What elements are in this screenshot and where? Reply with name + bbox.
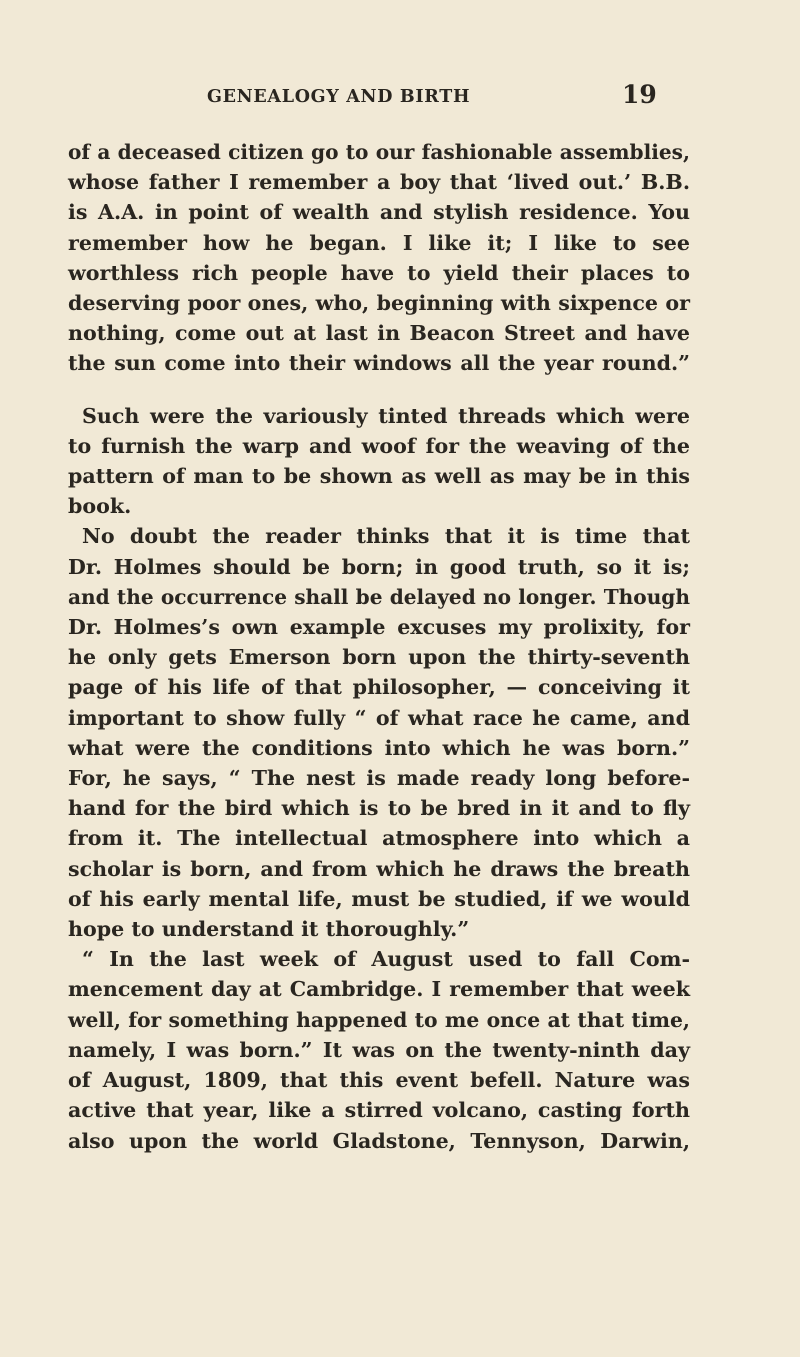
text-line: from it. The intellectual atmosphere into which a (68, 826, 690, 851)
text-line: and the occurrence shall be delayed no longer. Though (68, 584, 690, 609)
text-line: worthless rich people have to yield their places to (68, 260, 690, 285)
body-text (68, 137, 690, 1156)
paragraph-1 (68, 137, 690, 379)
paragraph-4 (68, 944, 690, 1155)
text-line: Such were the variously tinted threads which were (82, 403, 690, 428)
paragraph-2 (68, 401, 690, 522)
text-line: to furnish the warp and woof for the weaving of the (68, 433, 690, 458)
text-line: book. (68, 494, 132, 519)
text-line: whose father I remember a boy that ‘lived out.’ B.B. (68, 170, 690, 195)
text-line: of his early mental life, must be studied, if we would (68, 886, 690, 911)
text-line: Dr. Holmes should be born; in good truth, so it is; (68, 554, 690, 579)
paragraph-spacer (68, 379, 690, 401)
text-line: well, for something happened to me once at that time, (68, 1007, 690, 1032)
text-line: remember how he began. I like it; I like to see (68, 230, 690, 255)
text-line: “ In the last week of August used to fall Com- (82, 947, 690, 972)
text-line: For, he says, “ The nest is made ready long before- (68, 766, 690, 791)
text-line: hope to understand it thoroughly.” (68, 917, 470, 942)
text-line: namely, I was born.” It was on the twenty-ninth day (68, 1037, 690, 1062)
text-line: what were the conditions into which he was born.” (68, 735, 690, 760)
text-line: hand for the bird which is to be bred in it and to fly (68, 796, 690, 821)
text-line: pattern of man to be shown as well as may be in this (68, 464, 690, 489)
text-line: page of his life of that philosopher, — conceiving it (68, 675, 690, 700)
text-line: of a deceased citizen go to our fashionable assemblies, (68, 140, 690, 164)
text-line: he only gets Emerson born upon the thirty-seventh (68, 645, 690, 670)
running-head: GENEALOGY AND BIRTH (207, 87, 471, 107)
text-line: the sun come into their windows all the year round.” (68, 351, 690, 376)
text-line: Dr. Holmes’s own example excuses my prolixity, for (68, 615, 690, 640)
text-line: active that year, like a stirred volcano, casting forth (68, 1098, 690, 1123)
text-line: is A.A. in point of wealth and stylish residence. You (68, 200, 690, 225)
text-line: scholar is born, and from which he draws the breath (68, 856, 690, 881)
text-line: nothing, come out at last in Beacon Street and have (68, 321, 690, 346)
text-line: of August, 1809, that this event befell. Nature was (68, 1068, 690, 1093)
text-line: mencement day at Cambridge. I remember that week (68, 977, 690, 1002)
text-line: No doubt the reader thinks that it is time that (82, 524, 690, 549)
text-line: also upon the world Gladstone, Tennyson, Darwin, (68, 1128, 690, 1153)
paragraph-3 (68, 521, 690, 944)
text-line: important to show fully “ of what race he came, and (68, 705, 690, 730)
text-line: deserving poor ones, who, beginning with sixpence or (68, 291, 690, 316)
page-number: 19 (622, 80, 657, 109)
